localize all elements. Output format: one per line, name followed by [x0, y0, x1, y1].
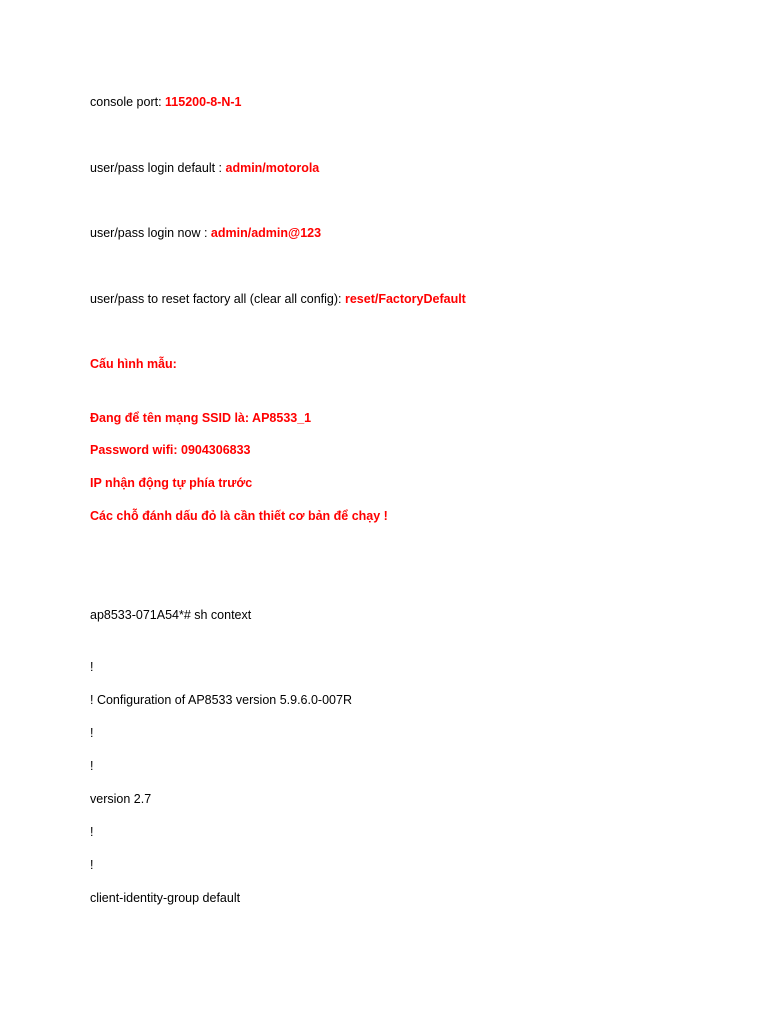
sample-config-heading: Cấu hình mẫu:: [90, 357, 177, 371]
config-line: !: [90, 660, 94, 674]
ip-line: IP nhận động tự phía trước: [90, 476, 253, 490]
config-line: !: [90, 825, 94, 839]
config-line: !: [90, 858, 94, 872]
red-marks-note-line: Các chỗ đánh dấu đỏ là cần thiết cơ bản để chạy !: [90, 509, 388, 523]
console-port-value: 115200-8-N-1: [165, 95, 242, 109]
console-port-label: console port:: [90, 95, 166, 109]
factory-reset-line: [90, 291, 466, 307]
config-line: !: [90, 726, 94, 740]
factory-reset-label: user/pass to reset factory all (clear all config):: [90, 292, 345, 306]
default-login-value: admin/motorola: [225, 161, 320, 175]
config-line: ! Configuration of AP8533 version 5.9.6.0-007R: [90, 693, 352, 707]
ssid-line: Đang để tên mạng SSID là: AP8533_1: [90, 411, 312, 425]
factory-reset-value: reset/FactoryDefault: [344, 292, 466, 306]
config-line: client-identity-group default: [90, 891, 241, 905]
console-port-line: [90, 94, 242, 110]
current-login-line: [90, 225, 321, 241]
config-line: !: [90, 759, 94, 773]
config-line: version 2.7: [90, 792, 152, 806]
command-line: ap8533-071A54*# sh context: [90, 608, 252, 622]
default-login-label: user/pass login default :: [90, 161, 226, 175]
current-login-value: admin/admin@123: [210, 226, 322, 240]
wifi-password-line: Password wifi: 0904306833: [90, 443, 251, 457]
default-login-line: [90, 160, 319, 176]
current-login-label: user/pass login now :: [90, 226, 211, 240]
